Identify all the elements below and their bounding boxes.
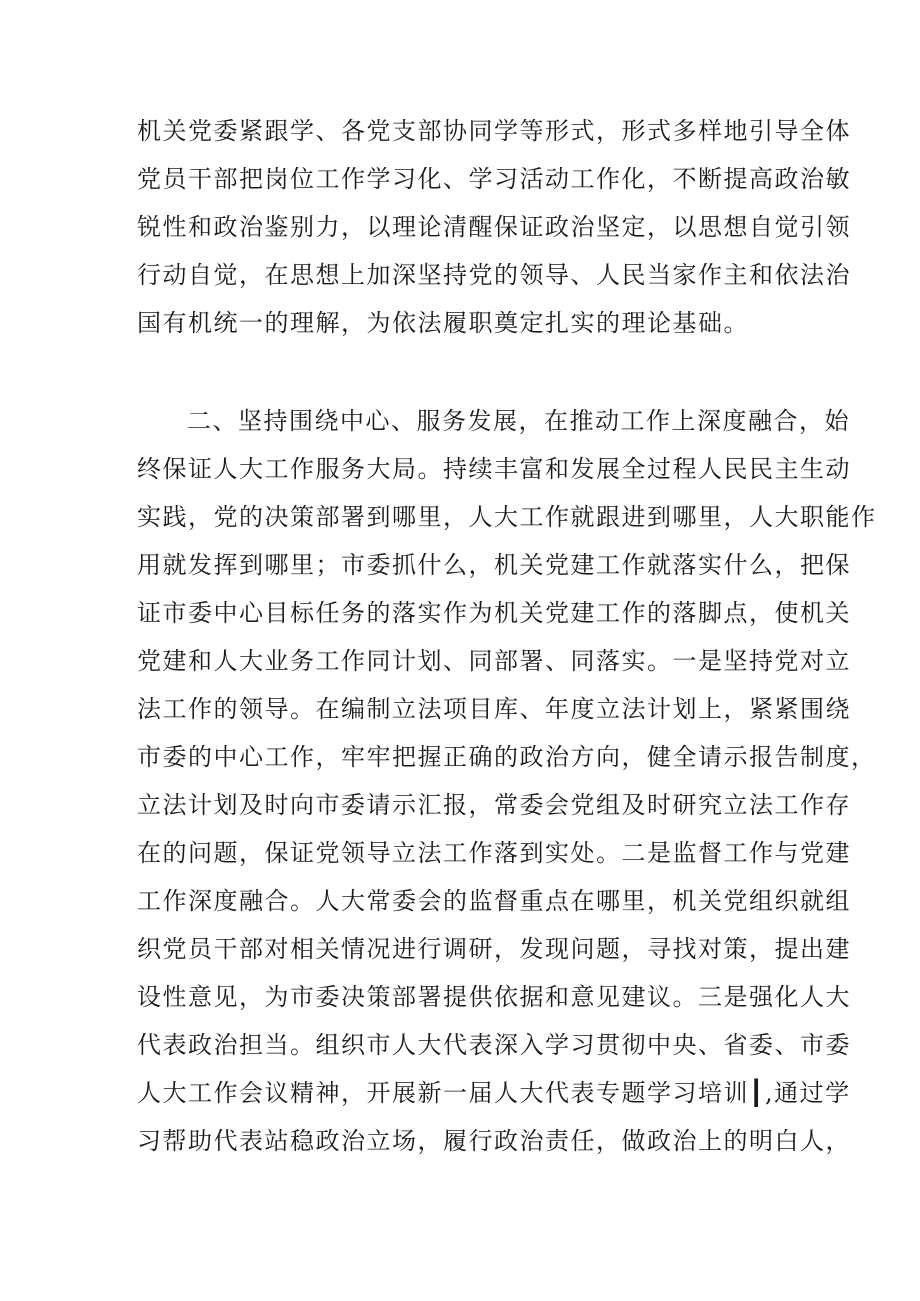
paragraph-line: 党建和人大业务工作同计划、同部署、同落实。一是坚持党对立 — [137, 647, 851, 675]
paragraph-line: 工作深度融合。人大常委会的监督重点在哪里，机关党组织就组 — [137, 887, 851, 915]
paragraph-line: 行动自觉，在思想上加深坚持党的领导、人民当家作主和依法治 — [137, 261, 851, 289]
paragraph-line: 设性意见，为市委决策部署提供依据和意见建议。三是强化人大 — [137, 983, 851, 1011]
paragraph-line: 代表政治担当。组织市人大代表深入学习贯彻中央、省委、市委 — [137, 1031, 851, 1059]
paragraph-line: 在的问题，保证党领导立法工作落到实处。二是监督工作与党建 — [137, 839, 851, 867]
paragraph-line: 机关党委紧跟学、各党支部协同学等形式，形式多样地引导全体 — [137, 117, 851, 145]
paragraph-line: 法工作的领导。在编制立法项目库、年度立法计划上，紧紧围绕 — [137, 695, 851, 723]
paragraph-line: 证市委中心目标任务的落实作为机关党建工作的落脚点，使机关 — [137, 599, 851, 627]
paragraph-line: 市委的中心工作，牢牢把握正确的政治方向，健全请示报告制度， — [137, 743, 877, 771]
paragraph-line: 实践，党的决策部署到哪里，人大工作就跟进到哪里，人大职能作 — [137, 503, 877, 531]
paragraph-line: 用就发挥到哪里；市委抓什么，机关党建工作就落实什么，把保 — [137, 551, 851, 579]
paragraph-line: 锐性和政治鉴别力，以理论清醒保证政治坚定，以思想自觉引领 — [137, 213, 851, 241]
paragraph-line: 国有机统一的理解，为依法履职奠定扎实的理论基础。 — [137, 309, 749, 337]
paragraph-line: 习帮助代表站稳政治立场，履行政治责任，做政治上的明白人， — [137, 1127, 851, 1155]
paragraph-line: 党员干部把岗位工作学习化、学习活动工作化，不断提高政治敏 — [137, 165, 851, 193]
paragraph-line: 终保证人大工作服务大局。持续丰富和发展全过程人民民主生动 — [137, 455, 851, 483]
paragraph-line: 立法计划及时向市委请示汇报，常委会党组及时研究立法工作存 — [137, 791, 851, 819]
paragraph-line: 人大工作会议精神，开展新一届人大代表专题学习培训┃,通过学 — [137, 1079, 851, 1107]
paragraph-line: 织党员干部对相关情况进行调研，发现问题，寻找对策，提出建 — [137, 935, 851, 963]
paragraph-heading-line: 二、坚持围绕中心、服务发展，在推动工作上深度融合，始 — [187, 407, 850, 435]
